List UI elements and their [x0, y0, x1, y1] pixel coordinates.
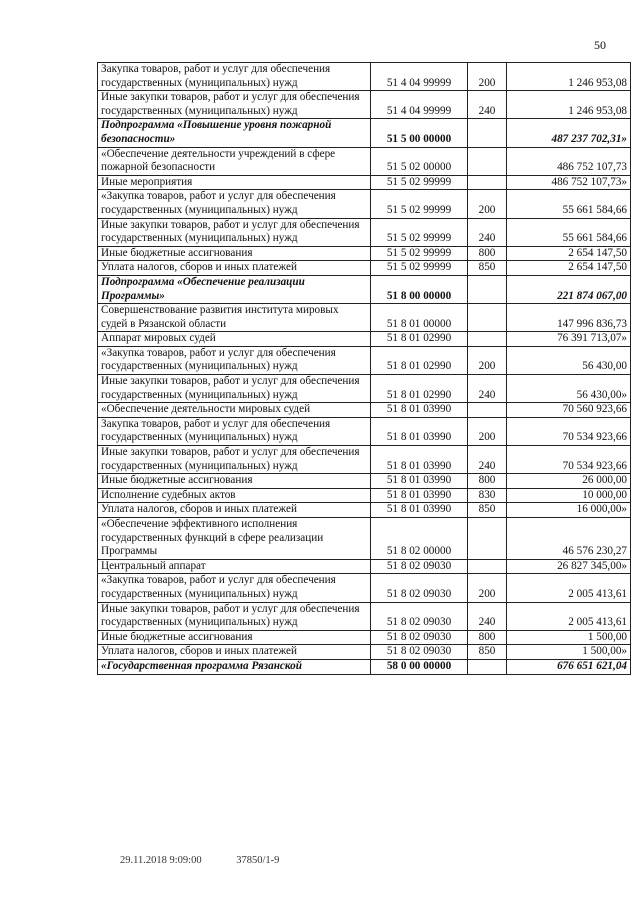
row-code-cell: 58 0 00 00000 [371, 659, 468, 674]
row-type-cell [468, 119, 507, 147]
row-name-cell: «Закупка товаров, работ и услуг для обеспечения государственных (муниципальных) нужд [98, 574, 371, 602]
row-type-cell: 830 [468, 488, 507, 503]
row-type-cell: 240 [468, 375, 507, 403]
row-name-cell: Подпрограмма «Обеспечение реализации Программы» [98, 275, 371, 303]
row-name-cell: Иные мероприятия [98, 175, 371, 190]
row-code-cell: 51 5 02 99999 [371, 175, 468, 190]
row-amount-cell: 147 996 836,73 [507, 304, 631, 332]
row-amount-cell: 2 005 413,61 [507, 602, 631, 630]
row-amount-cell: 1 500,00» [507, 645, 631, 660]
table-row [98, 503, 631, 518]
row-name-cell: «Обеспечение эффективного исполнения государственных функций в сфере реализации Программы [98, 518, 371, 560]
row-code-cell: 51 8 01 02990 [371, 346, 468, 374]
row-code-cell: 51 8 01 03990 [371, 403, 468, 418]
row-code-cell: 51 8 01 03990 [371, 446, 468, 474]
row-amount-cell: 2 005 413,61 [507, 574, 631, 602]
row-code-cell: 51 8 02 09030 [371, 645, 468, 660]
row-name-cell: «Обеспечение деятельности учреждений в сфере пожарной безопасности [98, 147, 371, 175]
row-name-cell: «Закупка товаров, работ и услуг для обеспечения государственных (муниципальных) нужд [98, 346, 371, 374]
table-row [98, 574, 631, 602]
table-row [98, 417, 631, 445]
row-type-cell [468, 403, 507, 418]
table-row [98, 275, 631, 303]
budget-table [97, 62, 631, 675]
row-amount-cell: 1 246 953,08 [507, 91, 631, 119]
row-type-cell: 240 [468, 446, 507, 474]
row-type-cell: 200 [468, 417, 507, 445]
row-code-cell: 51 5 02 99999 [371, 246, 468, 261]
table-row [98, 261, 631, 276]
row-name-cell: Уплата налогов, сборов и иных платежей [98, 503, 371, 518]
row-type-cell [468, 175, 507, 190]
row-name-cell: Уплата налогов, сборов и иных платежей [98, 261, 371, 276]
row-name-cell: Иные закупки товаров, работ и услуг для обеспечения государственных (муниципальных) нужд [98, 91, 371, 119]
row-amount-cell: 55 661 584,66 [507, 190, 631, 218]
row-name-cell: Иные закупки товаров, работ и услуг для обеспечения государственных (муниципальных) нужд [98, 446, 371, 474]
row-type-cell: 850 [468, 261, 507, 276]
row-code-cell: 51 8 02 09030 [371, 630, 468, 645]
row-amount-cell: 70 534 923,66 [507, 417, 631, 445]
row-type-cell [468, 332, 507, 347]
table-row [98, 375, 631, 403]
row-type-cell: 240 [468, 602, 507, 630]
table-row [98, 645, 631, 660]
table-row [98, 63, 631, 91]
table-row [98, 346, 631, 374]
row-code-cell: 51 5 02 99999 [371, 261, 468, 276]
row-type-cell: 800 [468, 246, 507, 261]
row-type-cell: 200 [468, 346, 507, 374]
table-row [98, 218, 631, 246]
row-amount-cell: 487 237 702,31» [507, 119, 631, 147]
table-row [98, 91, 631, 119]
row-name-cell: Закупка товаров, работ и услуг для обеспечения государственных (муниципальных) нужд [98, 417, 371, 445]
row-amount-cell: 56 430,00 [507, 346, 631, 374]
row-type-cell [468, 559, 507, 574]
row-name-cell: Совершенствование развития института мировых судей в Рязанской области [98, 304, 371, 332]
table-row [98, 119, 631, 147]
row-amount-cell: 70 560 923,66 [507, 403, 631, 418]
row-type-cell: 850 [468, 503, 507, 518]
row-type-cell [468, 518, 507, 560]
row-code-cell: 51 5 02 99999 [371, 218, 468, 246]
table-row [98, 175, 631, 190]
row-amount-cell: 56 430,00» [507, 375, 631, 403]
table-row [98, 147, 631, 175]
row-amount-cell: 2 654 147,50 [507, 246, 631, 261]
row-type-cell [468, 275, 507, 303]
row-amount-cell: 676 651 621,04 [507, 659, 631, 674]
row-name-cell: Иные бюджетные ассигнования [98, 246, 371, 261]
row-amount-cell: 1 246 953,08 [507, 63, 631, 91]
row-type-cell: 240 [468, 91, 507, 119]
document-footer [120, 855, 311, 866]
row-name-cell: «Обеспечение деятельности мировых судей [98, 403, 371, 418]
row-amount-cell: 486 752 107,73 [507, 147, 631, 175]
table-row [98, 602, 631, 630]
row-name-cell: Уплата налогов, сборов и иных платежей [98, 645, 371, 660]
row-name-cell: Иные бюджетные ассигнования [98, 630, 371, 645]
row-amount-cell: 2 654 147,50 [507, 261, 631, 276]
row-name-cell: Иные закупки товаров, работ и услуг для обеспечения государственных (муниципальных) нужд [98, 218, 371, 246]
row-type-cell: 800 [468, 630, 507, 645]
table-row [98, 304, 631, 332]
table-row [98, 518, 631, 560]
row-type-cell [468, 659, 507, 674]
row-code-cell: 51 8 00 00000 [371, 275, 468, 303]
row-code-cell: 51 8 02 09030 [371, 602, 468, 630]
row-name-cell: Аппарат мировых судей [98, 332, 371, 347]
row-name-cell: Центральный аппарат [98, 559, 371, 574]
row-amount-cell: 10 000,00 [507, 488, 631, 503]
row-name-cell: «Государственная программа Рязанской [98, 659, 371, 674]
row-name-cell: Подпрограмма «Повышение уровня пожарной безопасности» [98, 119, 371, 147]
row-code-cell: 51 5 00 00000 [371, 119, 468, 147]
table-row [98, 190, 631, 218]
row-name-cell: Иные закупки товаров, работ и услуг для обеспечения государственных (муниципальных) нужд [98, 375, 371, 403]
row-code-cell: 51 5 02 00000 [371, 147, 468, 175]
row-amount-cell: 26 827 345,00» [507, 559, 631, 574]
page-number: 50 [594, 38, 606, 52]
table-row [98, 659, 631, 674]
row-type-cell: 200 [468, 190, 507, 218]
row-amount-cell: 16 000,00» [507, 503, 631, 518]
row-amount-cell: 46 576 230,27 [507, 518, 631, 560]
row-type-cell: 200 [468, 574, 507, 602]
row-code-cell: 51 8 02 09030 [371, 574, 468, 602]
row-code-cell: 51 4 04 99999 [371, 63, 468, 91]
table-row [98, 474, 631, 489]
row-type-cell: 800 [468, 474, 507, 489]
row-amount-cell: 76 391 713,07» [507, 332, 631, 347]
row-name-cell: «Закупка товаров, работ и услуг для обеспечения государственных (муниципальных) нужд [98, 190, 371, 218]
row-code-cell: 51 8 01 03990 [371, 474, 468, 489]
row-code-cell: 51 8 01 02990 [371, 375, 468, 403]
table-row [98, 488, 631, 503]
table-row [98, 246, 631, 261]
row-code-cell: 51 8 01 03990 [371, 488, 468, 503]
row-code-cell: 51 8 01 03990 [371, 417, 468, 445]
row-amount-cell: 1 500,00 [507, 630, 631, 645]
row-code-cell: 51 4 04 99999 [371, 91, 468, 119]
row-amount-cell: 486 752 107,73» [507, 175, 631, 190]
row-code-cell: 51 5 02 99999 [371, 190, 468, 218]
row-type-cell [468, 147, 507, 175]
table-row [98, 403, 631, 418]
row-amount-cell: 221 874 067,00 [507, 275, 631, 303]
row-name-cell: Иные бюджетные ассигнования [98, 474, 371, 489]
row-name-cell: Иные закупки товаров, работ и услуг для обеспечения государственных (муниципальных) нужд [98, 602, 371, 630]
table-row [98, 630, 631, 645]
row-amount-cell: 70 534 923,66 [507, 446, 631, 474]
table-row [98, 446, 631, 474]
row-type-cell: 240 [468, 218, 507, 246]
row-type-cell [468, 304, 507, 332]
footer-timestamp: 29.11.2018 9:09:00 [120, 855, 202, 866]
row-amount-cell: 55 661 584,66 [507, 218, 631, 246]
footer-doc-id: 37850/1-9 [236, 855, 280, 866]
row-code-cell: 51 8 01 02990 [371, 332, 468, 347]
row-name-cell: Закупка товаров, работ и услуг для обеспечения государственных (муниципальных) нужд [98, 63, 371, 91]
row-amount-cell: 26 000,00 [507, 474, 631, 489]
row-code-cell: 51 8 02 00000 [371, 518, 468, 560]
row-code-cell: 51 8 01 00000 [371, 304, 468, 332]
row-code-cell: 51 8 01 03990 [371, 503, 468, 518]
budget-table-body [98, 63, 631, 675]
row-code-cell: 51 8 02 09030 [371, 559, 468, 574]
table-row [98, 332, 631, 347]
row-name-cell: Исполнение судебных актов [98, 488, 371, 503]
row-type-cell: 850 [468, 645, 507, 660]
row-type-cell: 200 [468, 63, 507, 91]
table-row [98, 559, 631, 574]
